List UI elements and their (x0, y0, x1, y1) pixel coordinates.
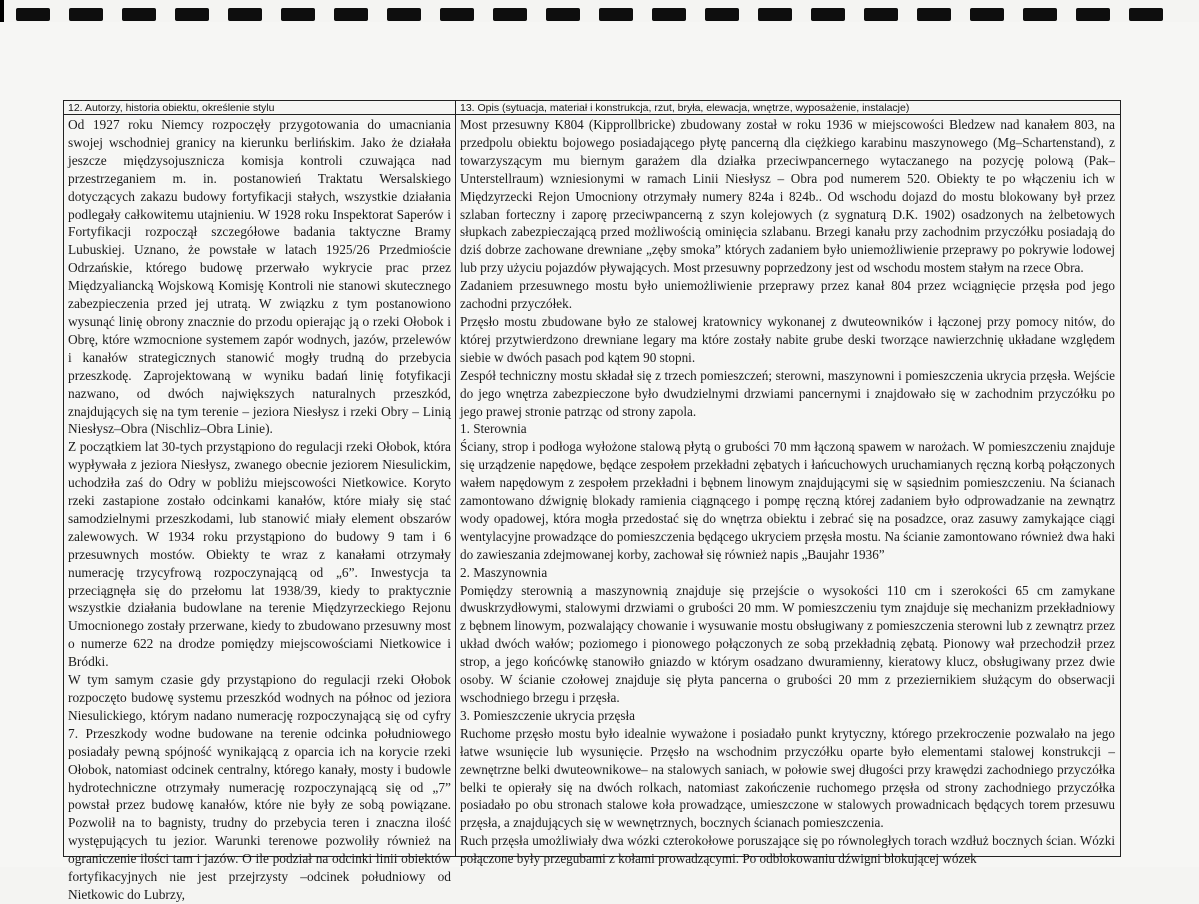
description-paragraph: Zespół techniczny mostu składał się z trzech pomieszczeń; sterowni, maszynowni i pomieszczenia ukrycia przęsła. Wejście do jego wnętrza zabezpieczone było dwudzielnymi drzwiami pancernymi i znajdowało się w zachodnim przyczółku po jego prawej stronie patrząc od strony zapola. (460, 367, 1115, 419)
binding-hole (387, 8, 421, 21)
description-paragraph: Ściany, strop i podłoga wyłożone stalową płytą o grubości 70 mm łączoną spawem w narożach. W pomieszczeniu znajduje się urządzenie napędowe, będące zespołem przekładni zębatych i łańcuchowych uruchamianych ręczną korbą połączonych wałem napędowym z zespołem przekładni i bębnem linowym znajdującymi się w sąsiednim pomieszczeniu. Na ścianach zamontowano dźwignię blokady ramienia ciągnącego i pompę ręczną której zadaniem było odprowadzanie na zewnątrz wody opadowej, która mogła przedostać się do wnętrza obiektu i zebrać się na posadzce, oraz zasuwy zamykające ciągi wentylacyjne prowadzące do pomieszczenia będącego ukryciem przęsła mostu. Na ścianie zamontowano również dwa haki do zawieszania zdejmowanej korby, zachował się również napis „Baujahr 1936” (460, 439, 1115, 562)
history-column-header: 12. Autorzy, historia obiektu, określenie stylu (64, 101, 455, 115)
form-table (63, 100, 1121, 902)
description-paragraph: Ruchome przęsło mostu było idealnie wyważone i posiadało punkt krytyczny, którego przekroczenie pozwalało na jego łatwe wsunięcie lub wysunięcie. Przęsło na wschodnim przyczółku oparte było elementami stalowej konstrukcji – zewnętrzne belki dwuteownikowe– na stalowych saniach, w połowie swej długości przy krawędzi zachodniego przyczółka belki te opierały się na dwóch rolkach, natomiast zakończenie ruchomego przęsła od strony zachodniego przyczółka posiadało po obu stronach stalowe koła prowadzące, umieszczone w stalowych prowadnicach będących torem przesuwu przęsła, a znajdujących się w wewnętrznych, bocznych ścianach pomieszczenia. (460, 725, 1115, 831)
binding-hole (493, 8, 527, 21)
binding-hole (970, 8, 1004, 21)
binding-holes (0, 8, 1199, 22)
history-paragraph: W tym samym czasie gdy przystąpiono do regulacji rzeki Ołobok rozpoczęto budowę systemu przeszkód wodnych na północ od jeziora Niesulickiego, którym nadano numerację rozpoczynającą się od cyfry 7. Przeszkody wodne budowane na terenie odcinka południowego posiadały pewną spójność wynikającą z oparcia ich na korycie rzeki Ołobok, natomiast odcinek centralny, którego kanały, mosty i budowle hydrotechniczne otrzymały numerację rozpoczynającą się od „7” powstał przez budowę kanałów, które nie były ze sobą powiązane. Pozwolił na to bagnisty, trudny do przebycia teren i znaczna ilość występujących tu jezior. Warunki terenowe pozwoliły również na ograniczenie ilości tam i jazów. O ile podział na odcinki linii obiektów fortyfikacyjnych nie jest przejrzysty –odcinek południowy od Nietkowic do Lubrzy, (68, 672, 451, 902)
binding-hole (546, 8, 580, 21)
binding-hole (16, 8, 50, 21)
description-paragraph: Pomiędzy sterownią a maszynownią znajduje się przejście o wysokości 110 cm i szerokości 65 cm zamykane dwuskrzydłowymi, stalowymi drzwiami o grubości 20 mm. W pomieszczeniu tym znajduje się mechanizm przekładniowy z bębnem linowym, pozwalający chowanie i wysuwanie mostu obsługiwany z pomieszczenia sterowni lub z zewnątrz przez układ dwóch wałów; poziomego i pionowego połączonych ze sobą przekładnią zębatą. Pionowy wał przechodził przez strop, a jego końcówkę stanowiło gniazdo w którym osadzano dwuramienny, kieratowy klucz, obsługiwany przez dwie osoby. W ścianie czołowej znajduje się płyta pancerna o grubości 20 mm z przeziernikiem służącym do obserwacji wschodniego brzegu i przęsła. (460, 582, 1115, 705)
binding-hole (281, 8, 315, 21)
description-text (456, 115, 1120, 868)
binding-hole (175, 8, 209, 21)
description-paragraph: Przęsło mostu zbudowane było ze stalowej kratownicy wykonanej z dwuteowników i łączonej przy pomocy nitów, do której przytwierdzono drewniane legary ma które zostały nabite grube deski tworzące nawierzchnię układane względem siebie w dwóch pasach pod kątem 90 stopni. (460, 313, 1115, 365)
description-paragraph: Ruch przęsła umożliwiały dwa wózki czterokołowe poruszające się po równoległych torach wzdłuż bocznych ścian. Wózki połączone były przegubami z kołami prowadzącymi. Po odblokowaniu dźwigni blokującej wózek (460, 833, 1115, 867)
binding-hole (1076, 8, 1110, 21)
history-paragraph: Od 1927 roku Niemcy rozpoczęły przygotowania do umacniania swojej wschodniej granicy na kierunku berlińskim. Jako że działała jeszcze międzysojusznicza komisja kontroli czuwająca nad przestrzeganiem m. in. postanowień Traktatu Wersalskiego dotyczących zakazu budowy fortyfikacji stałych, wszystkie działania podlegały całkowitemu utajnieniu. W 1928 roku Inspektorat Saperów i Fortyfikacji rozpoczął szczegółowe badania taktyczne Bramy Lubuskiej. Uznano, że powstałe w latach 1925/26 Przedmioście Odrzańskie, którego budowę przerwało wykrycie prac przez Międzyaliancką Wojskową Komisję Kontroli nie stanowi skutecznego zabezpieczenia przed jej utratą. W związku z tym postanowiono wysunąć linię obrony znacznie do przodu opierając ją o rzeki Ołobok i Obrę, które wzmocnione systemem zapór wodnych, jazów, przelewów i kanałów strategicznych stanowić mogły trudną do przebycia przeszkodę. Zaprojektowaną w wyniku badań linię fotyfikacji nazwano, od dwóch największych naturalnych przeszkód, znajdujących się na tym terenie – jeziora Niesłysz i rzeki Obry – Linią Niesłysz–Obra (Nischliz–Obra Linie). (68, 117, 451, 437)
document-sheet (0, 22, 1199, 902)
binding-hole (705, 8, 739, 21)
section-heading-ukrycie-przesla: 3. Pomieszczenie ukrycia przęsła (460, 707, 636, 723)
description-column (456, 101, 1120, 867)
section-heading-sterownia: 1. Sterownia (460, 421, 527, 437)
history-paragraph: Z początkiem lat 30-tych przystąpiono do regulacji rzeki Ołobok, która wypływała z jeziora Niesłysz, zwanego obecnie jeziorem Niesulickim, uchodziła zaś do Odry w pobliżu miejscowości Nietkowice. Koryto rzeki zastapione zostało odcinkami kanałów, które miały się stać samodzielnymi przeszkodami, lub stanowić miały element obszarów zalewowych. W 1934 roku przystąpiono do budowy 9 tam i 6 przesuwnych mostów. Obiekty te wraz z kanałami otrzymały numerację trzycyfrową rozpoczynającą od „6”. Inwestycja ta przeciągnęła się do przełomu lat 1938/39, kiedy to praktycznie wszystkie działania budowlane na terenie Międzyrzeckiego Rejonu Umocnionego zostały przerwane, kiedy to zbudowano przesuwny most o numerze 622 na drodze pomiędzy miejscowościami Nietkowice i Bródki. (68, 439, 451, 670)
binding-hole (334, 8, 368, 21)
binding-hole (864, 8, 898, 21)
section-heading-maszynownia: 2. Maszynownia (460, 564, 548, 580)
description-column-header: 13. Opis (sytuacja, materiał i konstrukcja, rzut, bryła, elewacja, wnętrze, wyposażenie, instalacje) (456, 101, 1120, 115)
binding-hole (1023, 8, 1057, 21)
binding-hole (228, 8, 262, 21)
binding-hole (69, 8, 103, 21)
history-column (64, 101, 456, 902)
description-paragraph: Most przesuwny K804 (Kipprollbricke) zbudowany został w roku 1936 w miejscowości Bledzew nad kanałem 803, na przedpolu obiektu bojowego posiadającego płytę pancerną dla ciężkiego karabinu maszynowego (Mg–Schartenstand), z towarzyszącym mu biernym garażem dla działka przeciwpancernego wytaczanego na pozycję polową (Pak–Unterstellraum) wzniesionymi w ramach Linii Niesłysz – Obra pod numerem 520. Obiekty te po włączeniu ich w Międzyrzecki Rejon Umocniony otrzymały numery 824a i 824b.. Od wschodu dojazd do mostu blokowany był przez szlaban forteczny i zaporę przeciwpancerną z szyn kolejowych (z sygnaturą D.K. 1902) osadzonych na żelbetowych słupkach zabezpieczającą przed możliwością ominięcia szlabanu. Brzegi kanału przy zachodnim przyczółku posiadają do dziś dobrze zachowane drewniane „zęby smoka” których zadaniem było uniemożliwienie przeprawy po pokrywie lodowej lub przy użyciu pojazdów pływających. Most przesuwny poprzedzony jest od wschodu mostem stałym na rzece Obra. (460, 117, 1115, 276)
binding-hole (440, 8, 474, 21)
binding-hole (758, 8, 792, 21)
binding-hole (811, 8, 845, 21)
binding-hole (652, 8, 686, 21)
description-paragraph: Zadaniem przesuwnego mostu było uniemożliwienie przeprawy przez kanał 804 przez wciągnięcie przęsła pod jego zachodni przyczółek. (460, 278, 1115, 312)
binding-hole (1129, 8, 1163, 21)
binding-hole (122, 8, 156, 21)
binding-hole (917, 8, 951, 21)
history-text (64, 115, 455, 904)
binding-hole (599, 8, 633, 21)
